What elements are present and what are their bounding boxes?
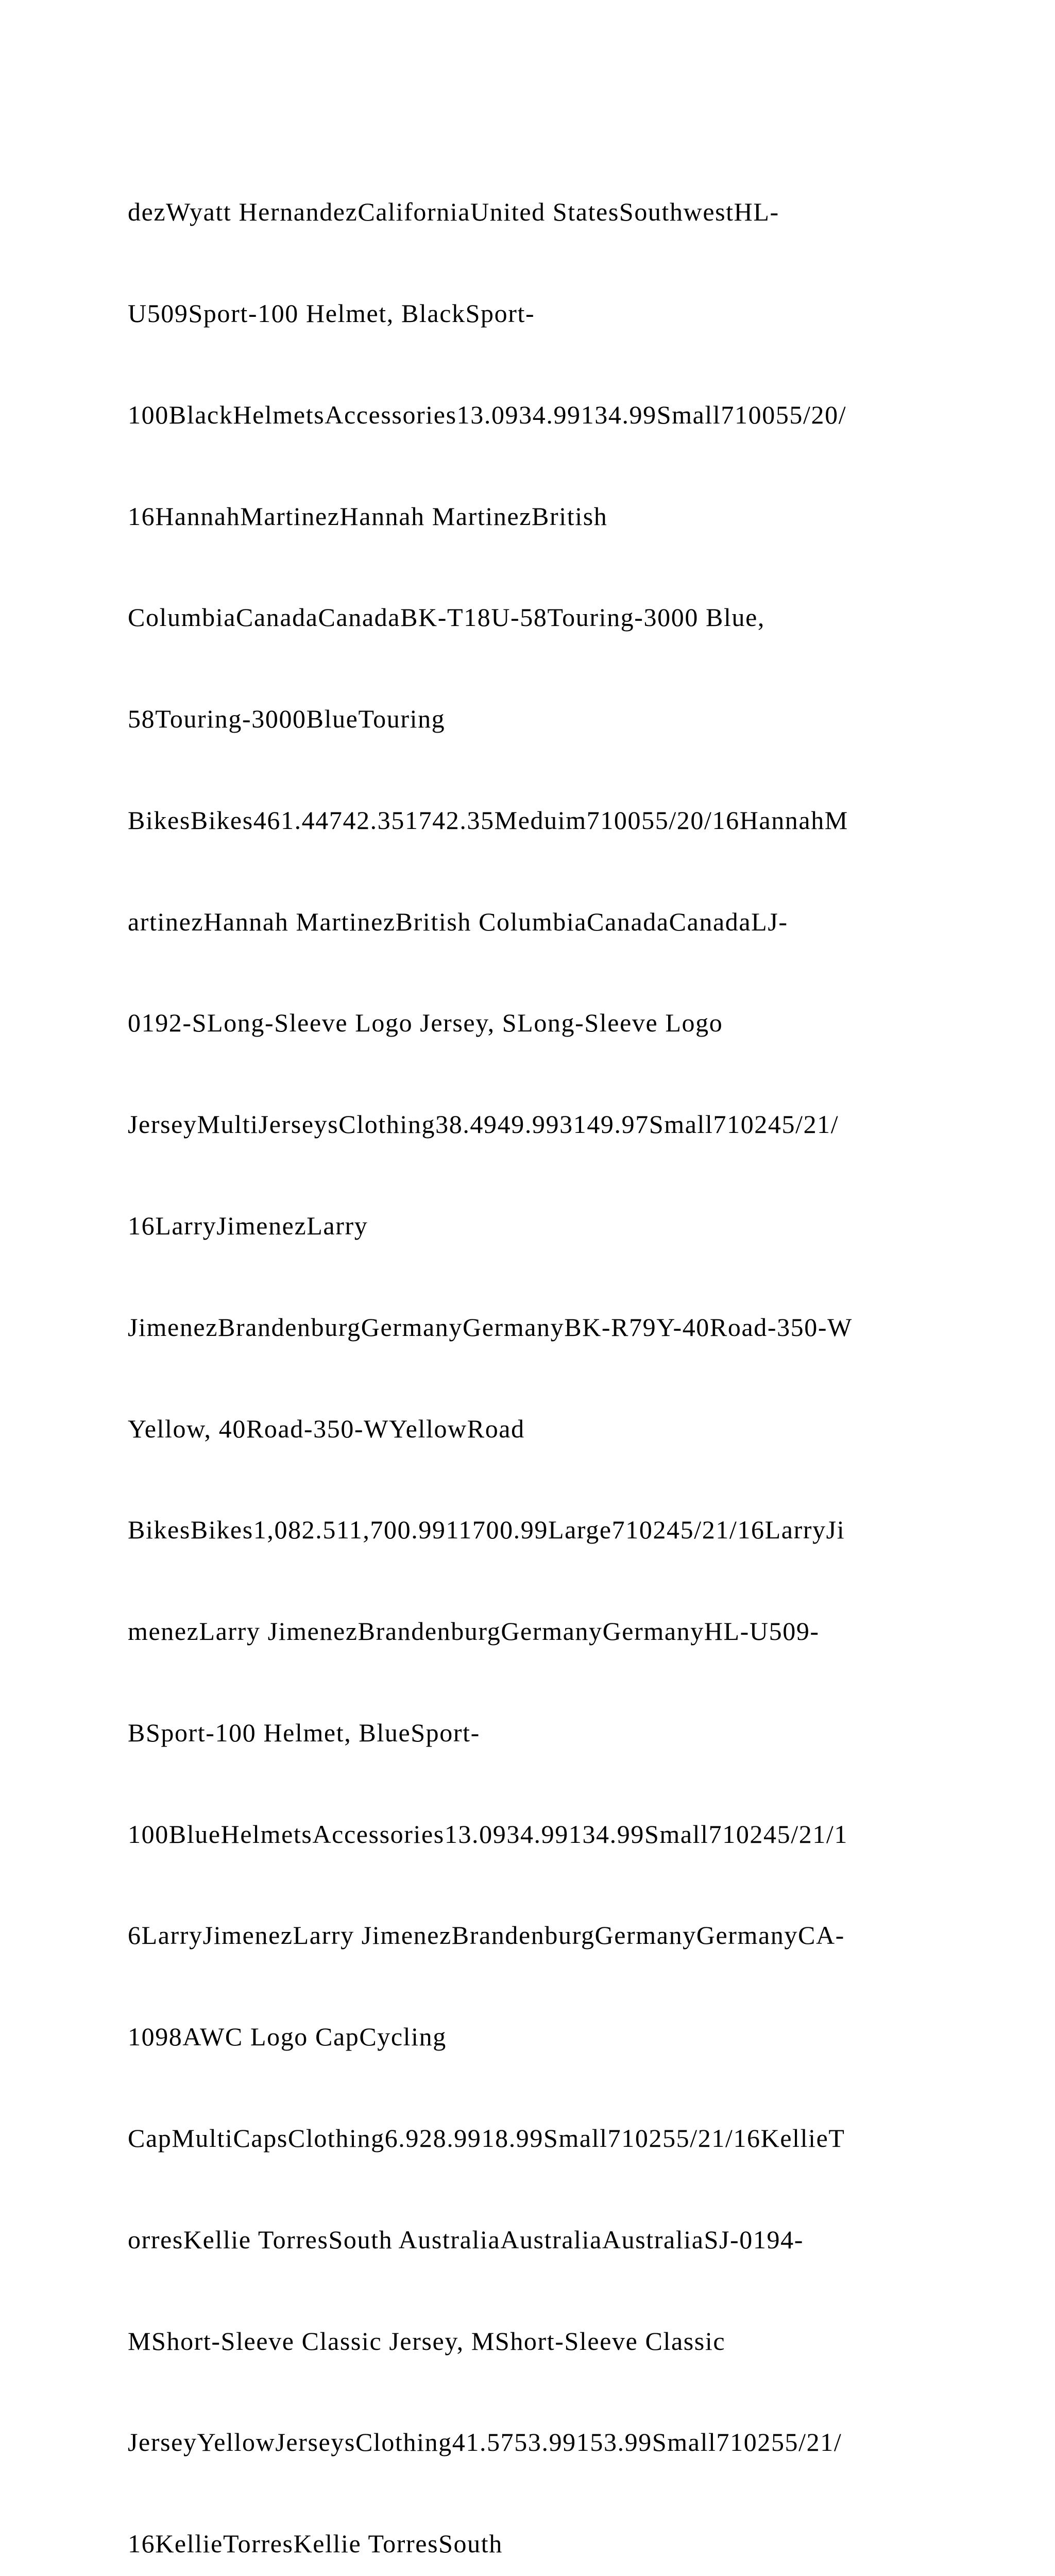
text-line: 0192-SLong-Sleeve Logo Jersey, SLong-Sleeve Logo [128,1008,723,1038]
text-line: JerseyYellowJerseysClothing41.5753.99153.99Small710255/21/ [128,2428,842,2457]
text-line: BikesBikes461.44742.351742.35Meduim710055/20/16HannahM [128,805,848,835]
text-line: 1098AWC Logo CapCycling [128,2022,447,2052]
text-line: BikesBikes1,082.511,700.9911700.99Large710245/21/16LarryJi [128,1515,845,1545]
text-line: dezWyatt HernandezCaliforniaUnited StatesSouthwestHL- [128,197,779,227]
text-line: JimenezBrandenburgGermanyGermanyBK-R79Y-40Road-350-W [128,1312,853,1342]
text-line: artinezHannah MartinezBritish ColumbiaCanadaCanadaLJ- [128,907,788,936]
text-line: 100BlueHelmetsAccessories13.0934.99134.99Small710245/21/1 [128,1819,848,1849]
text-line: 6LarryJimenezLarry JimenezBrandenburgGermanyGermanyCA- [128,1921,845,1950]
text-line: 100BlackHelmetsAccessories13.0934.99134.99Small710055/20/ [128,400,847,429]
text-line: 58Touring-3000BlueTouring [128,704,446,734]
text-line: menezLarry JimenezBrandenburgGermanyGermanyHL-U509- [128,1617,820,1646]
text-line: CapMultiCapsClothing6.928.9918.99Small710255/21/16KellieT [128,2124,845,2153]
body-text [128,128,931,2576]
text-line: JerseyMultiJerseysClothing38.4949.993149.97Small710245/21/ [128,1110,839,1139]
text-line: 16LarryJimenezLarry [128,1211,368,1240]
text-line: 16HannahMartinezHannah MartinezBritish [128,501,608,531]
text-line: 16KellieTorresKellie TorresSouth [128,2529,503,2558]
text-line: orresKellie TorresSouth AustraliaAustraliaAustraliaSJ-0194- [128,2225,804,2254]
text-line: U509Sport-100 Helmet, BlackSport- [128,298,535,328]
text-line: Yellow, 40Road-350-WYellowRoad [128,1414,525,1443]
text-line: MShort-Sleeve Classic Jersey, MShort-Sleeve Classic [128,2326,726,2355]
text-line: ColumbiaCanadaCanadaBK-T18U-58Touring-3000 Blue, [128,603,765,632]
text-line: BSport-100 Helmet, BlueSport- [128,1718,480,1747]
